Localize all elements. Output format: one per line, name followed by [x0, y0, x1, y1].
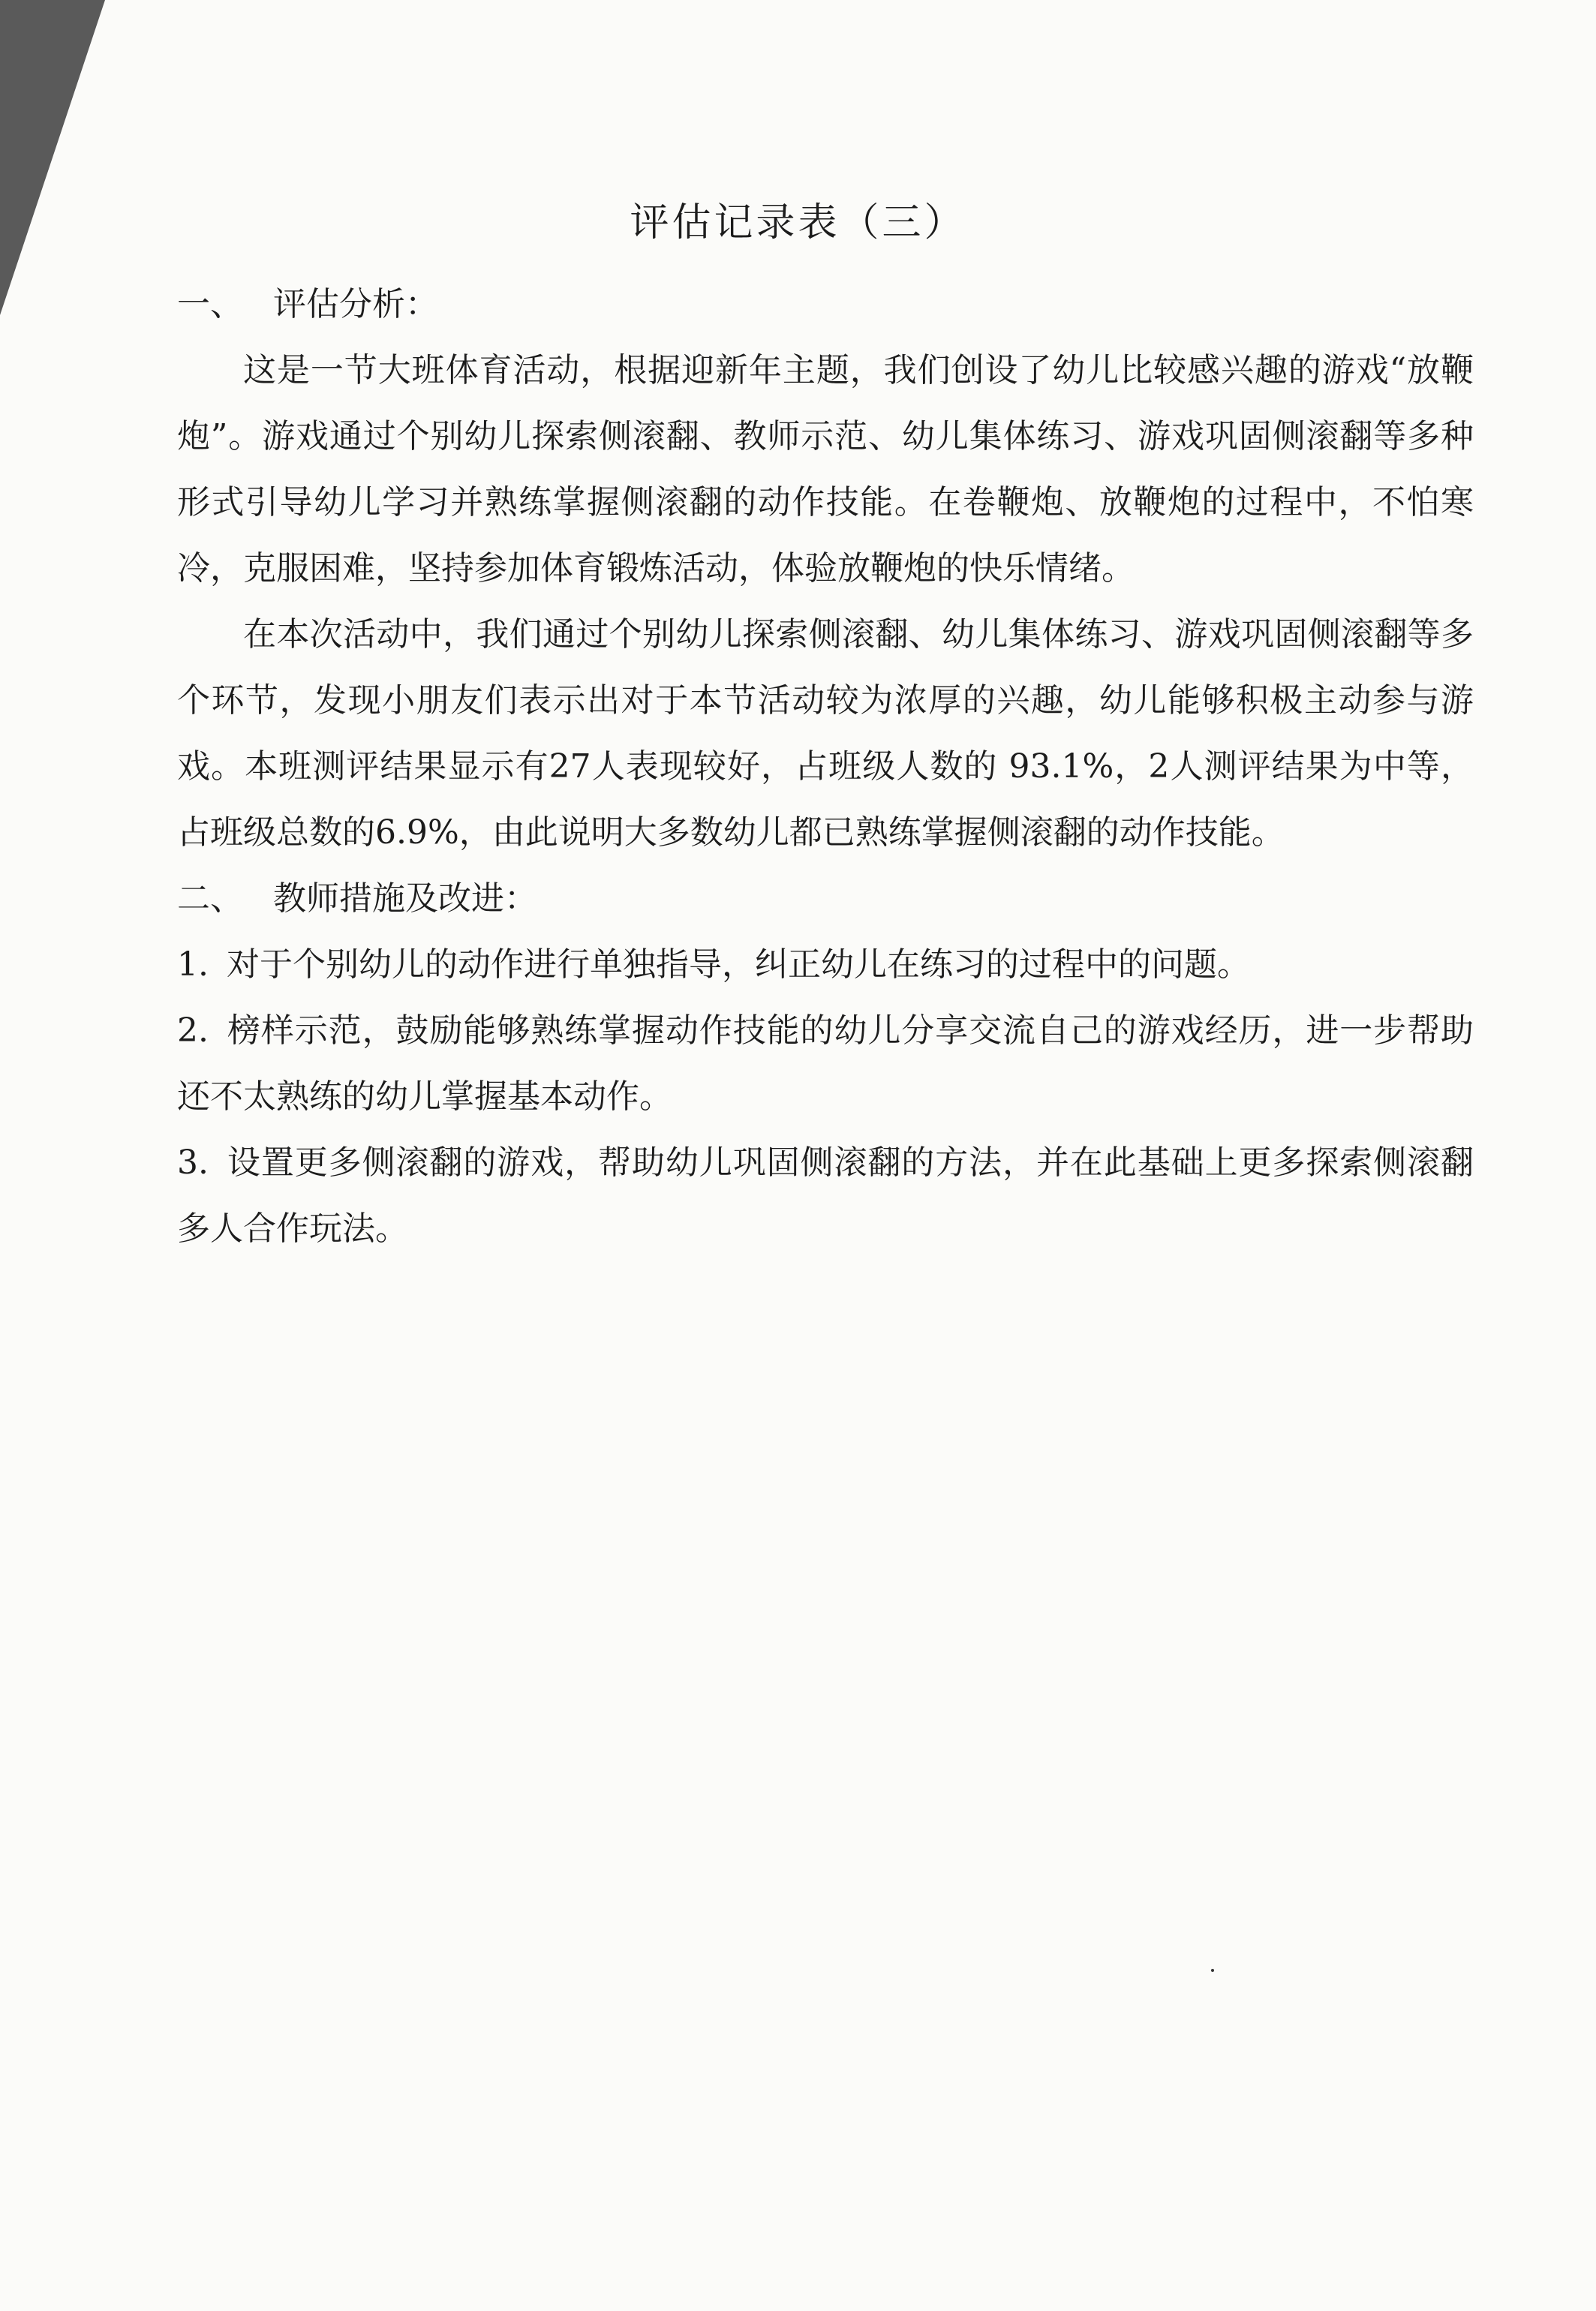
measure-item-1: [177, 932, 1474, 998]
section-1-number: 一、: [177, 285, 243, 323]
section-1-heading: [177, 272, 1474, 338]
section-2-heading: [177, 866, 1474, 932]
measure-item-3: [177, 1130, 1474, 1262]
section-2-title: 教师措施及改进：: [273, 879, 537, 918]
analysis-paragraph-1: 这是一节大班体育活动，根据迎新年主题，我们创设了幼儿比较感兴趣的游戏“放鞭炮”。游戏通过个别幼儿探索侧滚翻、教师示范、幼儿集体练习、游戏巩固侧滚翻等多种形式引导幼儿学习并熟练掌握侧滚翻的动作技能。在卷鞭炮、放鞭炮的过程中，不怕寒冷，克服困难，坚持参加体育锻炼活动，体验放鞭炮的快乐情绪。: [177, 351, 1474, 588]
measure-item-2: [177, 998, 1474, 1130]
measure-item-1-number: 1.: [177, 945, 209, 984]
measure-item-2-number: 2.: [177, 1011, 209, 1050]
measure-item-1-text: 对于个别幼儿的动作进行单独指导，纠正幼儿在练习的过程中的问题。: [227, 945, 1250, 984]
section-2-number: 二、: [177, 879, 243, 918]
section-1-title: 评估分析：: [273, 285, 438, 323]
measure-item-3-number: 3.: [177, 1143, 209, 1182]
measure-item-2-text: 榜样示范，鼓励能够熟练掌握动作技能的幼儿分享交流自己的游戏经历，进一步帮助还不太熟练的幼儿掌握基本动作。: [177, 1011, 1474, 1116]
analysis-paragraph-2: 在本次活动中，我们通过个别幼儿探索侧滚翻、幼儿集体练习、游戏巩固侧滚翻等多个环节，发现小朋友们表示出对于本节活动较为浓厚的兴趣，幼儿能够积极主动参与游戏。本班测评结果显示有27人表现较好，占班级人数的 93.1%，2人测评结果为中等，占班级总数的6.9%，由此说明大多数幼儿都已熟练掌握侧滚翻的动作技能。: [177, 615, 1474, 852]
page-corner-fade: [0, 0, 135, 345]
paper-speck: [1211, 1969, 1214, 1972]
measure-item-3-text: 设置更多侧滚翻的游戏，帮助幼儿巩固侧滚翻的方法，并在此基础上更多探索侧滚翻多人合作玩法。: [177, 1143, 1474, 1248]
document-title: 评估记录表（三）: [630, 200, 966, 245]
document-body: [177, 272, 1474, 1262]
